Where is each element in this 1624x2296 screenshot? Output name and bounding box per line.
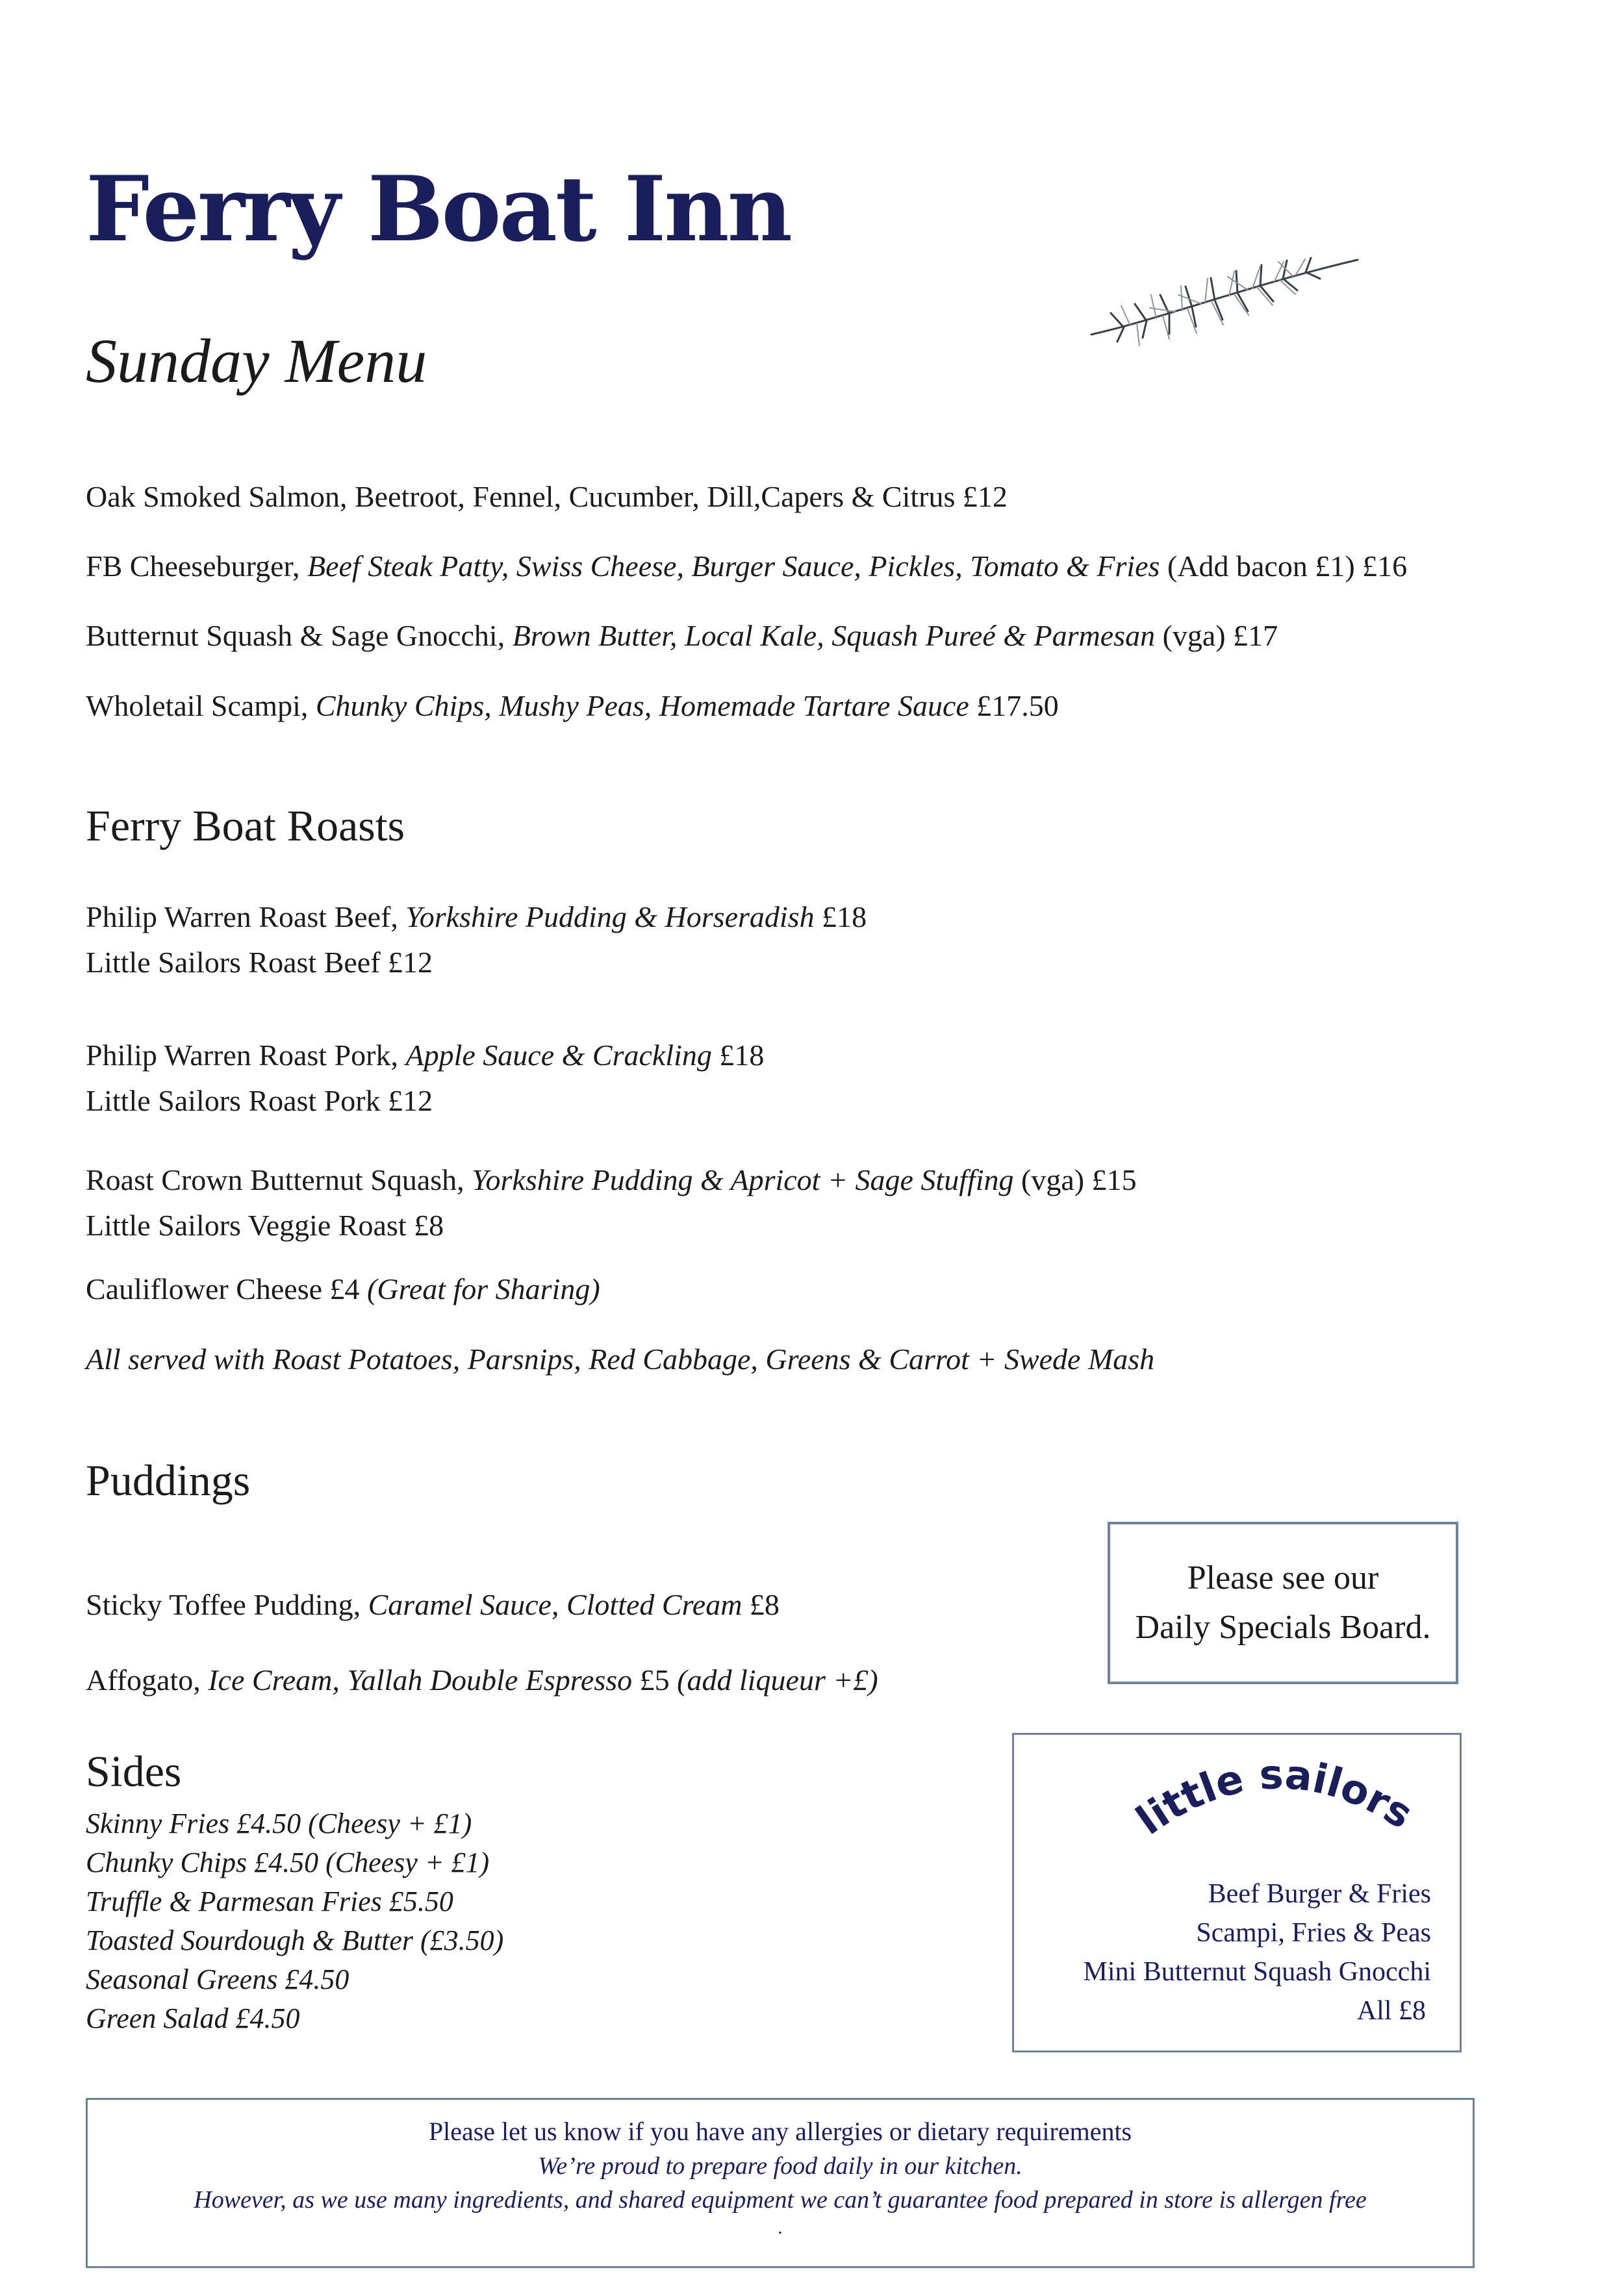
restaurant-title: Ferry Boat Inn bbox=[86, 156, 791, 262]
item-suffix: (vga) bbox=[1162, 619, 1226, 652]
item-price: £5 bbox=[639, 1663, 670, 1697]
item-name: Cauliflower Cheese bbox=[86, 1272, 323, 1306]
item-price: £12 bbox=[962, 480, 1008, 513]
menu-item-little-veggie-roast bbox=[86, 1208, 444, 1243]
menu-item-affogato bbox=[86, 1663, 878, 1697]
item-name: Philip Warren Roast Beef, bbox=[86, 900, 398, 933]
little-sailors-box bbox=[1012, 1733, 1462, 2052]
menu-item-cauliflower-cheese bbox=[86, 1272, 600, 1306]
menu-item-roast-pork bbox=[86, 1038, 764, 1072]
menu-item-little-roast-pork bbox=[86, 1083, 433, 1118]
sides-list bbox=[86, 1804, 503, 2038]
menu-item-sticky-toffee bbox=[86, 1587, 780, 1622]
item-name: Affogato, bbox=[86, 1663, 201, 1697]
menu-item-little-roast-beef bbox=[86, 945, 433, 979]
item-details: Chunky Chips, Mushy Peas, Homemade Tartare Sauce bbox=[315, 689, 969, 722]
item-suffix: (Add bacon £1) bbox=[1167, 549, 1355, 583]
little-sailors-logo-text: little sailors bbox=[1127, 1750, 1421, 1844]
allergy-line: . bbox=[778, 2217, 783, 2238]
little-sailors-items bbox=[1084, 1874, 1431, 2030]
list-item: Beef Burger & Fries bbox=[1208, 1879, 1431, 1909]
item-name: Little Sailors Veggie Roast bbox=[86, 1209, 407, 1242]
item-details: Brown Butter, Local Kale, Squash Pureé & Parmesan bbox=[512, 619, 1156, 652]
list-item: Skinny Fries £4.50 (Cheesy + £1) bbox=[86, 1808, 472, 1839]
item-price: £17 bbox=[1233, 619, 1278, 652]
allergy-line: Please let us know if you have any allergies or dietary requirements bbox=[428, 2117, 1132, 2146]
puddings-heading: Puddings bbox=[86, 1456, 251, 1505]
svg-text:little sailors bbox=[1128, 1750, 1421, 1844]
specials-line: Daily Specials Board. bbox=[1135, 1609, 1431, 1646]
list-item: All £8 bbox=[1356, 1996, 1426, 2026]
item-details: Caramel Sauce, Clotted Cream bbox=[368, 1588, 742, 1621]
item-price: £15 bbox=[1091, 1163, 1137, 1196]
sides-heading: Sides bbox=[86, 1747, 182, 1796]
list-item: Scampi, Fries & Peas bbox=[1196, 1918, 1431, 1948]
item-name: Little Sailors Roast Beef bbox=[86, 946, 381, 979]
item-price: £18 bbox=[822, 900, 867, 933]
little-sailors-logo bbox=[1124, 1748, 1423, 1858]
allergy-notice-box bbox=[86, 2098, 1475, 2268]
list-item: Truffle & Parmesan Fries £5.50 bbox=[86, 1886, 453, 1917]
item-name: Sticky Toffee Pudding, bbox=[86, 1588, 361, 1621]
menu-subtitle: Sunday Menu bbox=[86, 326, 427, 396]
menu-item-gnocchi bbox=[86, 618, 1278, 653]
item-details: Ice Cream, Yallah Double Espresso bbox=[208, 1663, 633, 1697]
list-item: Seasonal Greens £4.50 bbox=[86, 1963, 349, 1995]
specials-board-box bbox=[1108, 1522, 1458, 1684]
item-name: Wholetail Scampi, bbox=[86, 689, 309, 722]
pine-sprig-icon bbox=[1085, 247, 1364, 364]
item-price: £16 bbox=[1362, 549, 1408, 583]
item-details: Beef Steak Patty, Swiss Cheese, Burger Sauce, Pickles, Tomato & Fries bbox=[307, 549, 1160, 583]
item-price: £4 bbox=[329, 1272, 360, 1306]
item-price: £12 bbox=[388, 946, 433, 979]
item-name: Little Sailors Roast Pork bbox=[86, 1084, 381, 1117]
item-name: FB Cheeseburger, bbox=[86, 549, 300, 583]
menu-item-scampi bbox=[86, 688, 1059, 723]
item-suffix: (vga) bbox=[1021, 1163, 1085, 1196]
item-name: Philip Warren Roast Pork, bbox=[86, 1039, 398, 1072]
item-details: Yorkshire Pudding & Apricot + Sage Stuffing bbox=[472, 1163, 1014, 1196]
item-price: £18 bbox=[719, 1039, 765, 1072]
item-price: £8 bbox=[414, 1209, 444, 1242]
allergy-line: We’re proud to prepare food daily in our kitchen. bbox=[538, 2152, 1022, 2180]
menu-item-salmon bbox=[86, 479, 1008, 514]
item-details: Yorkshire Pudding & Horseradish bbox=[405, 900, 815, 933]
list-item: Green Salad £4.50 bbox=[86, 2002, 300, 2034]
item-price: £12 bbox=[388, 1084, 433, 1117]
item-details: Apple Sauce & Crackling bbox=[405, 1039, 712, 1072]
item-price: £8 bbox=[749, 1588, 780, 1621]
menu-item-squash-roast bbox=[86, 1163, 1137, 1197]
menu-item-cheeseburger bbox=[86, 549, 1407, 583]
list-item: Mini Butternut Squash Gnocchi bbox=[1083, 1957, 1431, 1987]
item-note: (Great for Sharing) bbox=[367, 1272, 600, 1306]
list-item: Toasted Sourdough & Butter (£3.50) bbox=[86, 1924, 504, 1956]
item-name: Oak Smoked Salmon, Beetroot, Fennel, Cucumber, Dill,Capers & Citrus bbox=[86, 480, 956, 513]
item-name: Roast Crown Butternut Squash, bbox=[86, 1163, 464, 1196]
allergy-line: However, as we use many ingredients, and shared equipment we can’t guarantee food prepared in store is allergen free bbox=[194, 2186, 1367, 2214]
roasts-heading: Ferry Boat Roasts bbox=[86, 801, 405, 850]
item-note: (add liqueur +£) bbox=[677, 1663, 878, 1697]
roasts-footnote: All served with Roast Potatoes, Parsnips, Red Cabbage, Greens & Carrot + Swede Mash bbox=[86, 1343, 1155, 1376]
menu-item-roast-beef bbox=[86, 900, 867, 934]
item-price: £17.50 bbox=[976, 689, 1059, 722]
specials-line: Please see our bbox=[1187, 1559, 1379, 1596]
list-item: Chunky Chips £4.50 (Cheesy + £1) bbox=[86, 1847, 490, 1878]
item-name: Butternut Squash & Sage Gnocchi, bbox=[86, 619, 505, 652]
